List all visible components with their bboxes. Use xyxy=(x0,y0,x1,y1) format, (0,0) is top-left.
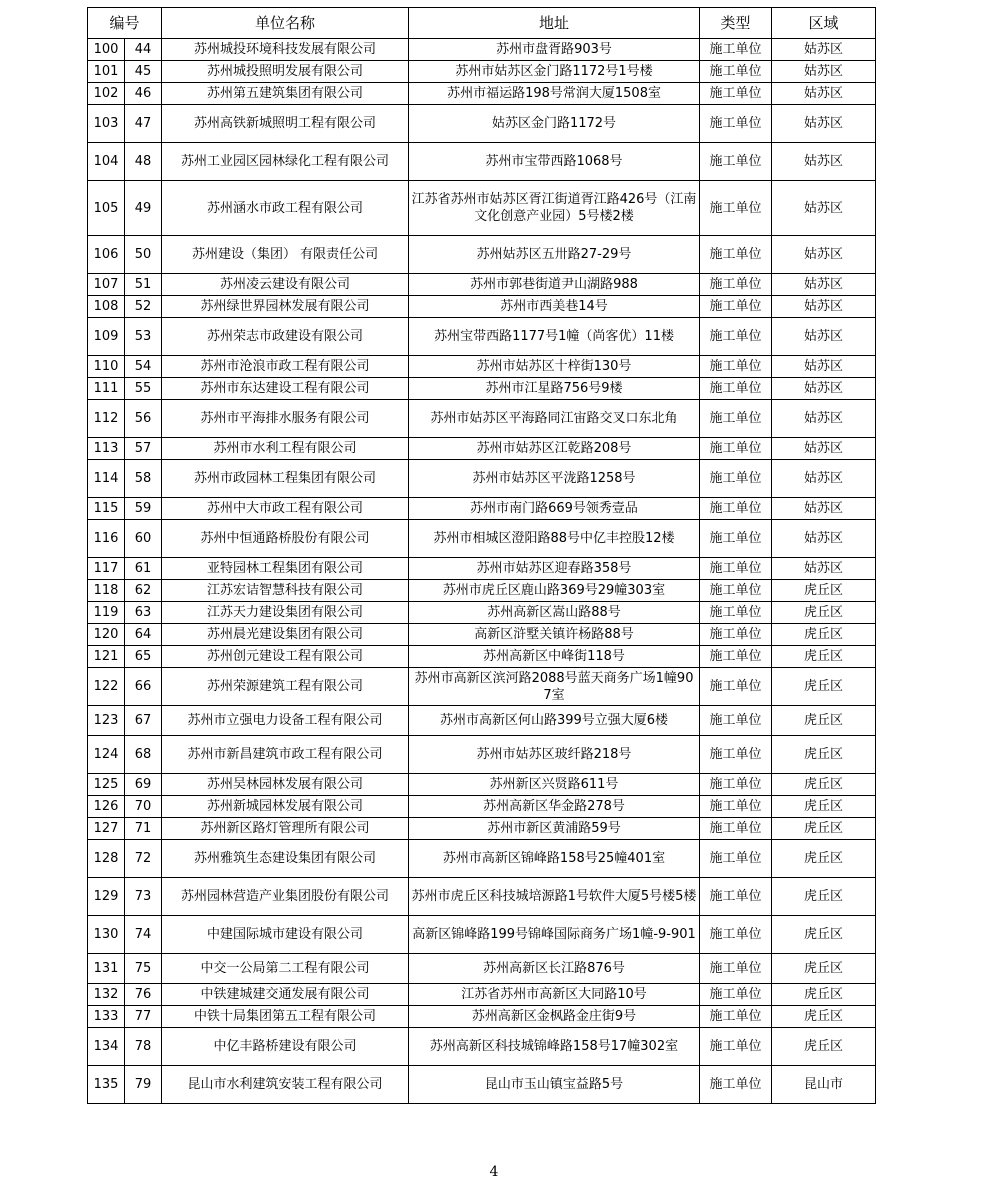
row-number: 119 xyxy=(88,602,125,624)
address: 苏州市相城区澄阳路88号中亿丰控股12楼 xyxy=(409,520,700,558)
seq-number: 46 xyxy=(125,83,162,105)
district: 姑苏区 xyxy=(772,143,876,181)
district: 姑苏区 xyxy=(772,438,876,460)
row-number: 135 xyxy=(88,1066,125,1104)
company-name: 苏州创元建设工程有限公司 xyxy=(162,646,409,668)
seq-number: 64 xyxy=(125,624,162,646)
company-name: 苏州高铁新城照明工程有限公司 xyxy=(162,105,409,143)
row-number: 111 xyxy=(88,378,125,400)
unit-type: 施工单位 xyxy=(700,774,772,796)
row-number: 124 xyxy=(88,736,125,774)
address: 苏州高新区嵩山路88号 xyxy=(409,602,700,624)
district: 昆山市 xyxy=(772,1066,876,1104)
district: 虎丘区 xyxy=(772,1028,876,1066)
row-number: 132 xyxy=(88,984,125,1006)
seq-number: 52 xyxy=(125,296,162,318)
company-name: 苏州市沧浪市政工程有限公司 xyxy=(162,356,409,378)
address: 苏州高新区华金路278号 xyxy=(409,796,700,818)
address: 苏州市姑苏区平海路同江宙路交叉口东北角 xyxy=(409,400,700,438)
address: 苏州市姑苏区金门路1172号1号楼 xyxy=(409,61,700,83)
row-number: 125 xyxy=(88,774,125,796)
table-row xyxy=(88,558,876,580)
company-name: 苏州第五建筑集团有限公司 xyxy=(162,83,409,105)
address: 苏州市南门路669号领秀壹品 xyxy=(409,498,700,520)
row-number: 113 xyxy=(88,438,125,460)
unit-type: 施工单位 xyxy=(700,274,772,296)
row-number: 107 xyxy=(88,274,125,296)
address: 苏州市郭巷街道尹山湖路988 xyxy=(409,274,700,296)
table-row xyxy=(88,236,876,274)
address: 苏州高新区科技城锦峰路158号17幢302室 xyxy=(409,1028,700,1066)
seq-number: 74 xyxy=(125,916,162,954)
district: 虎丘区 xyxy=(772,818,876,840)
seq-number: 61 xyxy=(125,558,162,580)
unit-type: 施工单位 xyxy=(700,602,772,624)
row-number: 121 xyxy=(88,646,125,668)
address: 苏州市姑苏区十梓街130号 xyxy=(409,356,700,378)
company-name: 苏州工业园区园林绿化工程有限公司 xyxy=(162,143,409,181)
district: 虎丘区 xyxy=(772,954,876,984)
table-row xyxy=(88,1066,876,1104)
address: 苏州市姑苏区迎春路358号 xyxy=(409,558,700,580)
row-number: 127 xyxy=(88,818,125,840)
unit-type: 施工单位 xyxy=(700,580,772,602)
company-name: 苏州涵水市政工程有限公司 xyxy=(162,181,409,236)
address: 苏州高新区中峰街118号 xyxy=(409,646,700,668)
seq-number: 45 xyxy=(125,61,162,83)
table-row xyxy=(88,296,876,318)
seq-number: 72 xyxy=(125,840,162,878)
address: 苏州新区兴贤路611号 xyxy=(409,774,700,796)
table-row xyxy=(88,438,876,460)
company-name: 苏州吴林园林发展有限公司 xyxy=(162,774,409,796)
district: 虎丘区 xyxy=(772,624,876,646)
unit-type: 施工单位 xyxy=(700,668,772,706)
company-table xyxy=(87,7,876,1104)
seq-number: 48 xyxy=(125,143,162,181)
seq-number: 59 xyxy=(125,498,162,520)
company-name: 苏州绿世界园林发展有限公司 xyxy=(162,296,409,318)
address: 苏州市高新区何山路399号立强大厦6楼 xyxy=(409,706,700,736)
address: 姑苏区金门路1172号 xyxy=(409,105,700,143)
row-number: 109 xyxy=(88,318,125,356)
address: 苏州市高新区锦峰路158号25幢401室 xyxy=(409,840,700,878)
table-row xyxy=(88,400,876,438)
address: 苏州市虎丘区鹿山路369号29幢303室 xyxy=(409,580,700,602)
seq-number: 56 xyxy=(125,400,162,438)
address: 高新区锦峰路199号锦峰国际商务广场1幢-9-901 xyxy=(409,916,700,954)
seq-number: 54 xyxy=(125,356,162,378)
seq-number: 69 xyxy=(125,774,162,796)
address: 苏州市姑苏区平泷路1258号 xyxy=(409,460,700,498)
row-number: 122 xyxy=(88,668,125,706)
table-row xyxy=(88,39,876,61)
unit-type: 施工单位 xyxy=(700,878,772,916)
district: 姑苏区 xyxy=(772,274,876,296)
unit-type: 施工单位 xyxy=(700,61,772,83)
row-number: 133 xyxy=(88,1006,125,1028)
company-name: 苏州建设（集团） 有限责任公司 xyxy=(162,236,409,274)
company-name: 苏州荣源建筑工程有限公司 xyxy=(162,668,409,706)
district: 虎丘区 xyxy=(772,580,876,602)
table-row xyxy=(88,61,876,83)
address: 苏州市姑苏区江乾路208号 xyxy=(409,438,700,460)
district: 虎丘区 xyxy=(772,602,876,624)
seq-number: 50 xyxy=(125,236,162,274)
address: 苏州市新区黄浦路59号 xyxy=(409,818,700,840)
row-number: 102 xyxy=(88,83,125,105)
row-number: 120 xyxy=(88,624,125,646)
table-row xyxy=(88,83,876,105)
table-row xyxy=(88,356,876,378)
company-name: 中交一公局第二工程有限公司 xyxy=(162,954,409,984)
row-number: 104 xyxy=(88,143,125,181)
unit-type: 施工单位 xyxy=(700,646,772,668)
company-name: 江苏宏诘智慧科技有限公司 xyxy=(162,580,409,602)
seq-number: 71 xyxy=(125,818,162,840)
company-name: 苏州凌云建设有限公司 xyxy=(162,274,409,296)
district: 虎丘区 xyxy=(772,840,876,878)
table-row xyxy=(88,954,876,984)
seq-number: 51 xyxy=(125,274,162,296)
unit-type: 施工单位 xyxy=(700,318,772,356)
company-name: 苏州市东达建设工程有限公司 xyxy=(162,378,409,400)
seq-number: 44 xyxy=(125,39,162,61)
row-number: 110 xyxy=(88,356,125,378)
table-row xyxy=(88,818,876,840)
table-row xyxy=(88,602,876,624)
row-number: 103 xyxy=(88,105,125,143)
row-number: 105 xyxy=(88,181,125,236)
table-row xyxy=(88,916,876,954)
row-number: 100 xyxy=(88,39,125,61)
district: 姑苏区 xyxy=(772,498,876,520)
row-number: 101 xyxy=(88,61,125,83)
district: 姑苏区 xyxy=(772,181,876,236)
address: 苏州高新区金枫路金庄街9号 xyxy=(409,1006,700,1028)
seq-number: 60 xyxy=(125,520,162,558)
table-row xyxy=(88,105,876,143)
table-row xyxy=(88,580,876,602)
table-row xyxy=(88,318,876,356)
company-name: 中亿丰路桥建设有限公司 xyxy=(162,1028,409,1066)
seq-number: 70 xyxy=(125,796,162,818)
district: 虎丘区 xyxy=(772,646,876,668)
row-number: 106 xyxy=(88,236,125,274)
unit-type: 施工单位 xyxy=(700,105,772,143)
table-row xyxy=(88,774,876,796)
address: 苏州高新区长江路876号 xyxy=(409,954,700,984)
unit-type: 施工单位 xyxy=(700,438,772,460)
table-row xyxy=(88,520,876,558)
company-name: 苏州荣志市政建设有限公司 xyxy=(162,318,409,356)
unit-type: 施工单位 xyxy=(700,400,772,438)
table-row xyxy=(88,706,876,736)
seq-number: 58 xyxy=(125,460,162,498)
company-name: 苏州园林营造产业集团股份有限公司 xyxy=(162,878,409,916)
district: 姑苏区 xyxy=(772,105,876,143)
address: 高新区浒墅关镇许杨路88号 xyxy=(409,624,700,646)
company-name: 中建国际城市建设有限公司 xyxy=(162,916,409,954)
company-name: 苏州城投环境科技发展有限公司 xyxy=(162,39,409,61)
table-row xyxy=(88,878,876,916)
district: 虎丘区 xyxy=(772,736,876,774)
company-name: 昆山市水利建筑安装工程有限公司 xyxy=(162,1066,409,1104)
company-name: 苏州城投照明发展有限公司 xyxy=(162,61,409,83)
table-row xyxy=(88,646,876,668)
unit-type: 施工单位 xyxy=(700,1066,772,1104)
address: 苏州姑苏区五卅路27-29号 xyxy=(409,236,700,274)
row-number: 112 xyxy=(88,400,125,438)
company-name: 苏州市水利工程有限公司 xyxy=(162,438,409,460)
unit-type: 施工单位 xyxy=(700,916,772,954)
row-number: 128 xyxy=(88,840,125,878)
seq-number: 79 xyxy=(125,1066,162,1104)
company-name: 苏州新城园林发展有限公司 xyxy=(162,796,409,818)
district: 姑苏区 xyxy=(772,356,876,378)
unit-type: 施工单位 xyxy=(700,498,772,520)
row-number: 114 xyxy=(88,460,125,498)
district: 姑苏区 xyxy=(772,520,876,558)
address: 苏州市高新区滨河路2088号蓝天商务广场1幢907室 xyxy=(409,668,700,706)
header-id: 编号 xyxy=(88,8,162,39)
table-row xyxy=(88,796,876,818)
district: 虎丘区 xyxy=(772,984,876,1006)
district: 虎丘区 xyxy=(772,878,876,916)
district: 姑苏区 xyxy=(772,460,876,498)
row-number: 117 xyxy=(88,558,125,580)
company-name: 苏州市新昌建筑市政工程有限公司 xyxy=(162,736,409,774)
district: 姑苏区 xyxy=(772,296,876,318)
seq-number: 78 xyxy=(125,1028,162,1066)
table-row xyxy=(88,274,876,296)
unit-type: 施工单位 xyxy=(700,356,772,378)
seq-number: 75 xyxy=(125,954,162,984)
table-row xyxy=(88,736,876,774)
seq-number: 62 xyxy=(125,580,162,602)
address: 昆山市玉山镇宝益路5号 xyxy=(409,1066,700,1104)
district: 姑苏区 xyxy=(772,558,876,580)
unit-type: 施工单位 xyxy=(700,624,772,646)
table-row xyxy=(88,984,876,1006)
district: 虎丘区 xyxy=(772,668,876,706)
district: 姑苏区 xyxy=(772,39,876,61)
table-row xyxy=(88,840,876,878)
seq-number: 63 xyxy=(125,602,162,624)
table-row xyxy=(88,624,876,646)
table-row xyxy=(88,143,876,181)
seq-number: 66 xyxy=(125,668,162,706)
table-row xyxy=(88,1028,876,1066)
unit-type: 施工单位 xyxy=(700,1006,772,1028)
district: 姑苏区 xyxy=(772,61,876,83)
company-name: 苏州中大市政工程有限公司 xyxy=(162,498,409,520)
seq-number: 77 xyxy=(125,1006,162,1028)
seq-number: 73 xyxy=(125,878,162,916)
seq-number: 67 xyxy=(125,706,162,736)
row-number: 115 xyxy=(88,498,125,520)
table-row xyxy=(88,668,876,706)
address: 苏州市西美巷14号 xyxy=(409,296,700,318)
header-address: 地址 xyxy=(409,8,700,39)
district: 姑苏区 xyxy=(772,236,876,274)
seq-number: 68 xyxy=(125,736,162,774)
header-district: 区域 xyxy=(772,8,876,39)
address: 苏州市盘胥路903号 xyxy=(409,39,700,61)
unit-type: 施工单位 xyxy=(700,840,772,878)
unit-type: 施工单位 xyxy=(700,39,772,61)
company-name: 中铁十局集团第五工程有限公司 xyxy=(162,1006,409,1028)
unit-type: 施工单位 xyxy=(700,954,772,984)
row-number: 118 xyxy=(88,580,125,602)
district: 姑苏区 xyxy=(772,400,876,438)
header-type: 类型 xyxy=(700,8,772,39)
district: 姑苏区 xyxy=(772,378,876,400)
unit-type: 施工单位 xyxy=(700,796,772,818)
unit-type: 施工单位 xyxy=(700,296,772,318)
unit-type: 施工单位 xyxy=(700,520,772,558)
company-name: 苏州市平海排水服务有限公司 xyxy=(162,400,409,438)
address: 苏州市江星路756号9楼 xyxy=(409,378,700,400)
unit-type: 施工单位 xyxy=(700,736,772,774)
unit-type: 施工单位 xyxy=(700,706,772,736)
company-name: 苏州市政园林工程集团有限公司 xyxy=(162,460,409,498)
row-number: 108 xyxy=(88,296,125,318)
row-number: 130 xyxy=(88,916,125,954)
header-company-name: 单位名称 xyxy=(162,8,409,39)
address: 苏州市虎丘区科技城培源路1号软件大厦5号楼5楼 xyxy=(409,878,700,916)
district: 虎丘区 xyxy=(772,916,876,954)
company-name: 苏州新区路灯管理所有限公司 xyxy=(162,818,409,840)
company-name: 苏州晨光建设集团有限公司 xyxy=(162,624,409,646)
unit-type: 施工单位 xyxy=(700,378,772,400)
row-number: 134 xyxy=(88,1028,125,1066)
address: 江苏省苏州市姑苏区胥江街道胥江路426号（江南文化创意产业园）5号楼2楼 xyxy=(409,181,700,236)
company-name: 苏州雅筑生态建设集团有限公司 xyxy=(162,840,409,878)
address: 苏州市福运路198号常润大厦1508室 xyxy=(409,83,700,105)
row-number: 126 xyxy=(88,796,125,818)
address: 苏州市宝带西路1068号 xyxy=(409,143,700,181)
seq-number: 55 xyxy=(125,378,162,400)
district: 虎丘区 xyxy=(772,796,876,818)
district: 姑苏区 xyxy=(772,318,876,356)
seq-number: 49 xyxy=(125,181,162,236)
table-row xyxy=(88,460,876,498)
seq-number: 57 xyxy=(125,438,162,460)
unit-type: 施工单位 xyxy=(700,236,772,274)
table-row xyxy=(88,181,876,236)
table-header-row xyxy=(88,8,876,39)
row-number: 116 xyxy=(88,520,125,558)
unit-type: 施工单位 xyxy=(700,1028,772,1066)
unit-type: 施工单位 xyxy=(700,984,772,1006)
district: 姑苏区 xyxy=(772,83,876,105)
unit-type: 施工单位 xyxy=(700,558,772,580)
company-name: 江苏天力建设集团有限公司 xyxy=(162,602,409,624)
seq-number: 53 xyxy=(125,318,162,356)
company-name: 中铁建城建交通发展有限公司 xyxy=(162,984,409,1006)
unit-type: 施工单位 xyxy=(700,181,772,236)
unit-type: 施工单位 xyxy=(700,460,772,498)
unit-type: 施工单位 xyxy=(700,818,772,840)
unit-type: 施工单位 xyxy=(700,83,772,105)
seq-number: 47 xyxy=(125,105,162,143)
address: 苏州宝带西路1177号1幢（尚客优）11楼 xyxy=(409,318,700,356)
address: 江苏省苏州市高新区大同路10号 xyxy=(409,984,700,1006)
row-number: 129 xyxy=(88,878,125,916)
seq-number: 65 xyxy=(125,646,162,668)
row-number: 123 xyxy=(88,706,125,736)
row-number: 131 xyxy=(88,954,125,984)
seq-number: 76 xyxy=(125,984,162,1006)
unit-type: 施工单位 xyxy=(700,143,772,181)
page-number: 4 xyxy=(489,1164,499,1180)
address: 苏州市姑苏区玻纤路218号 xyxy=(409,736,700,774)
table-row xyxy=(88,1006,876,1028)
company-name: 苏州市立强电力设备工程有限公司 xyxy=(162,706,409,736)
district: 虎丘区 xyxy=(772,1006,876,1028)
company-name: 苏州中恒通路桥股份有限公司 xyxy=(162,520,409,558)
district: 虎丘区 xyxy=(772,774,876,796)
company-name: 亚特园林工程集团有限公司 xyxy=(162,558,409,580)
table-row xyxy=(88,498,876,520)
table-row xyxy=(88,378,876,400)
district: 虎丘区 xyxy=(772,706,876,736)
